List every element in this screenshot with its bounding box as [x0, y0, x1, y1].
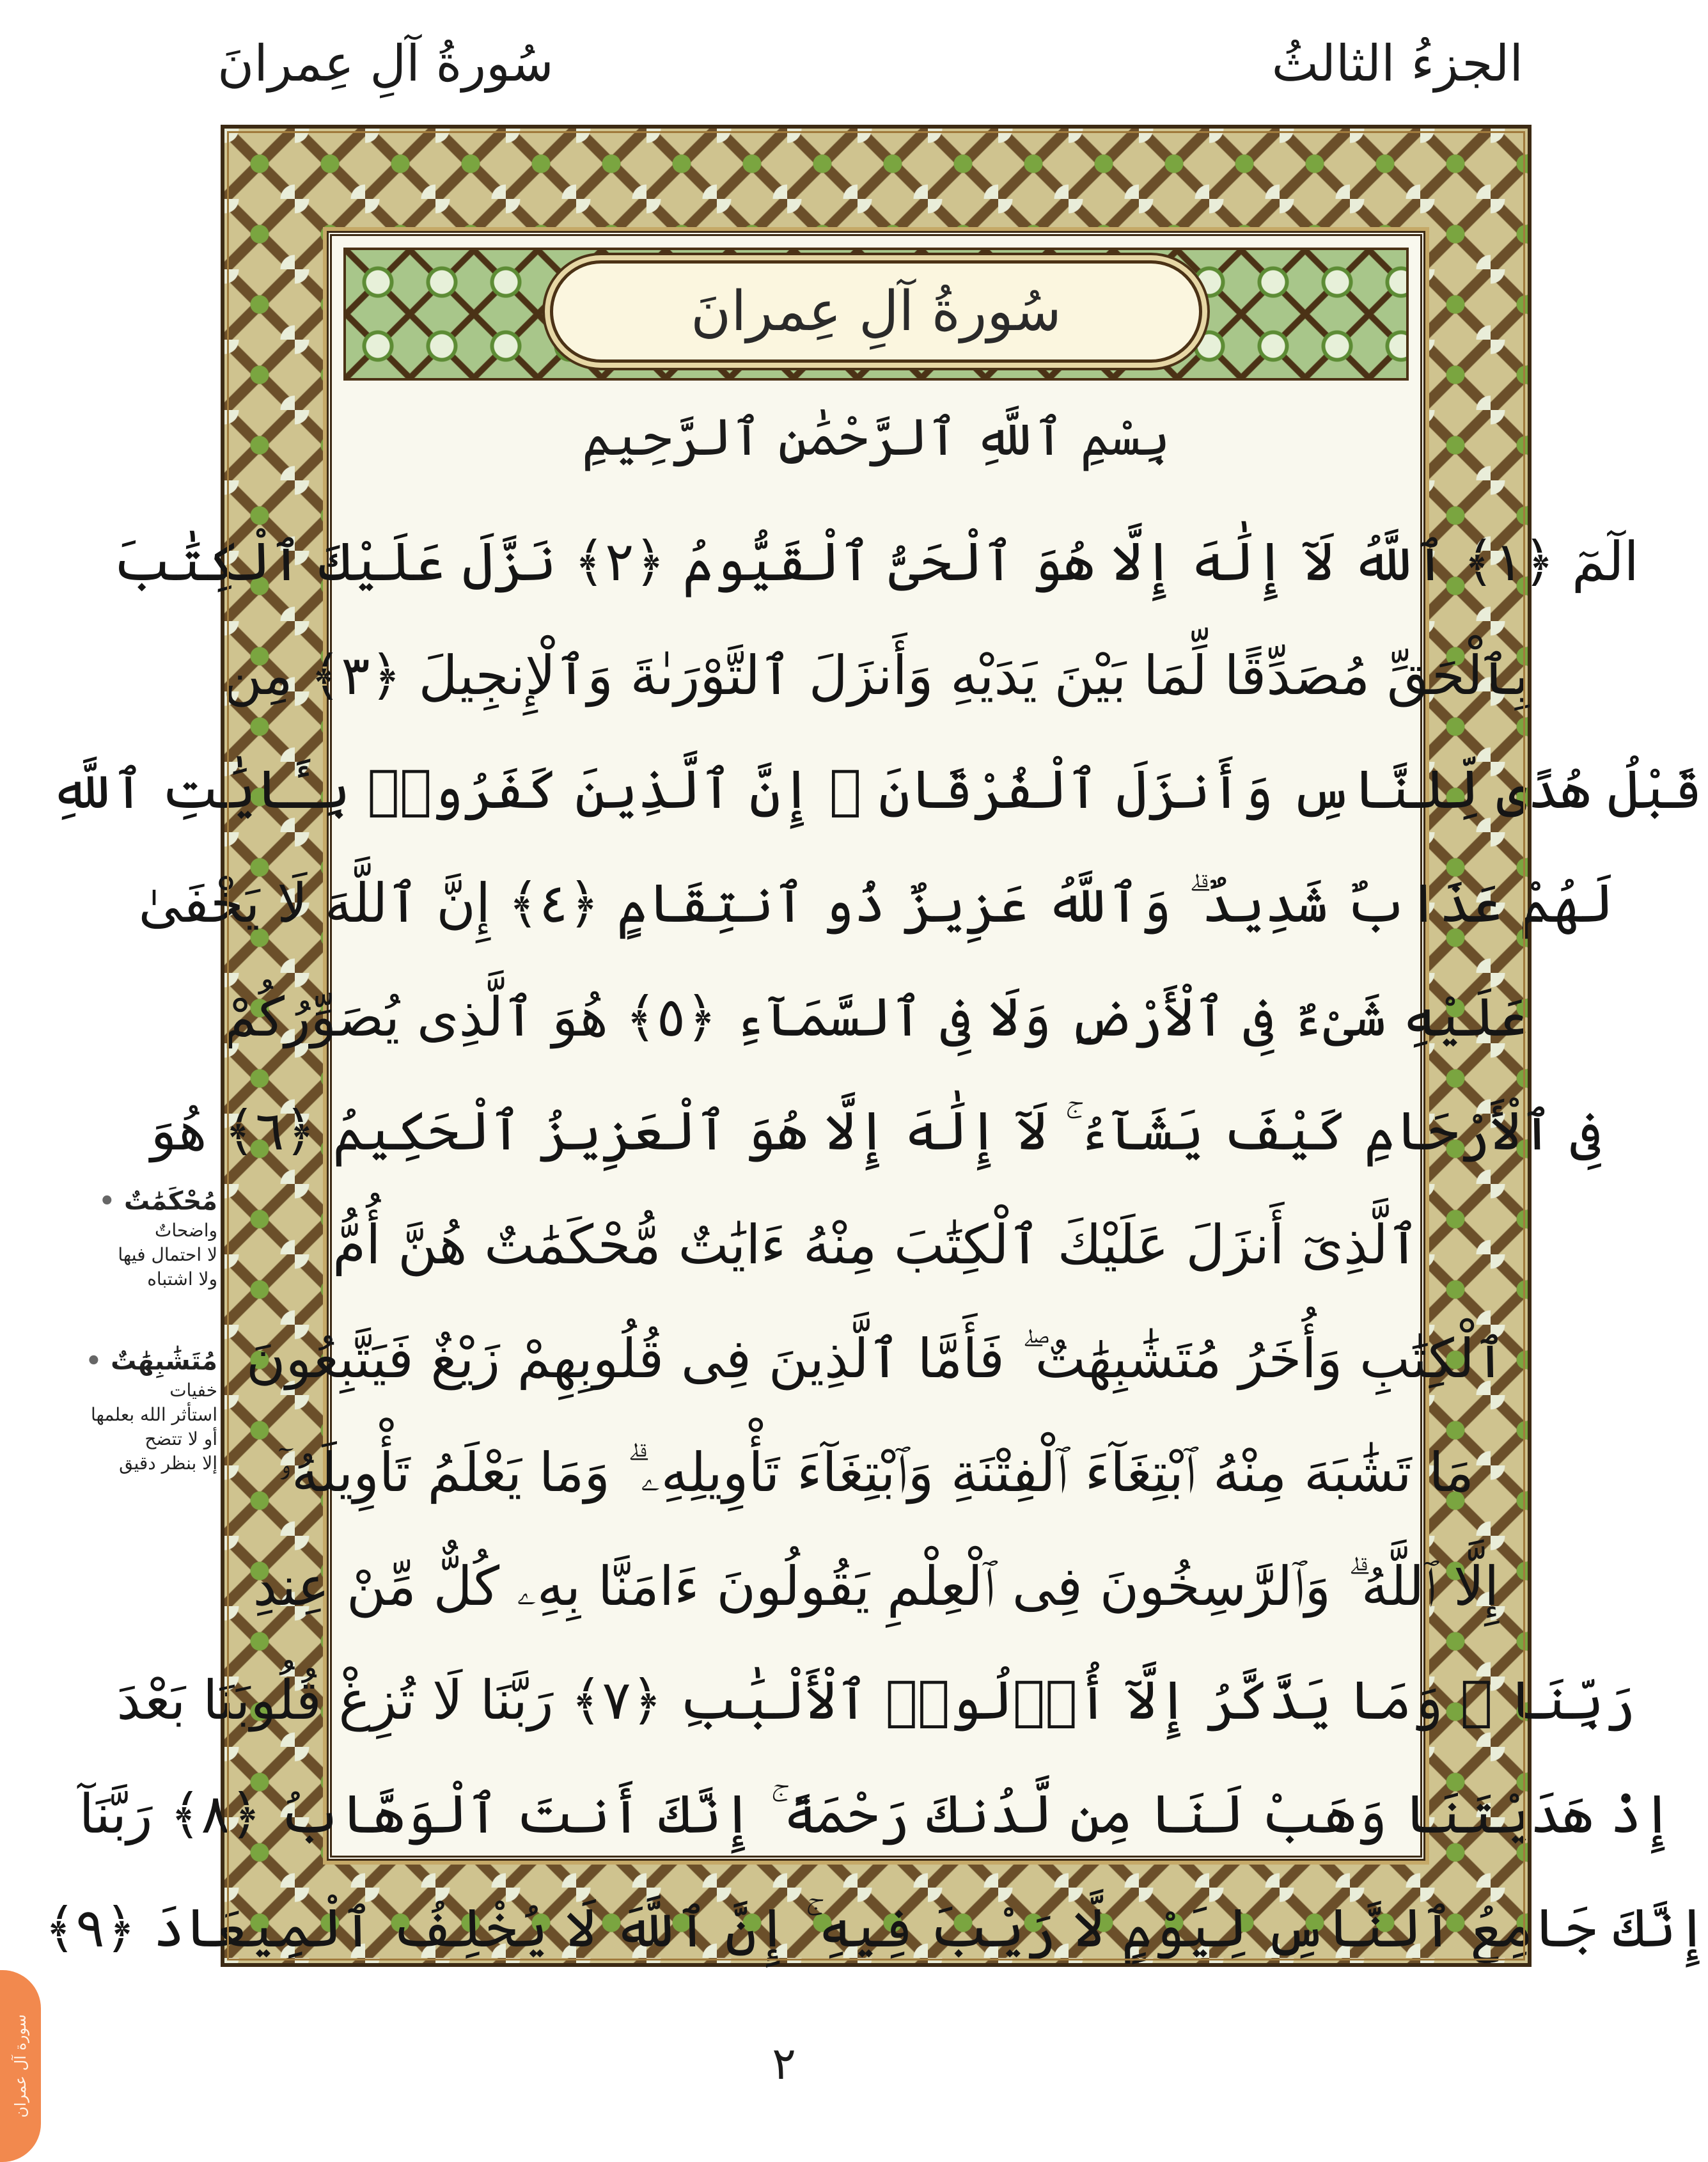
verse-line: إِنَّكَ جَامِعُ ٱلنَّاسِ لِيَوْمٍ لَّا رَيْبَ فِيهِ ۚ إِنَّ ٱللَّهَ لَا يُخْلِفُ ٱلْمِيعَادَ ﴿٩﴾ — [44, 1896, 1708, 1959]
margin-note-mutashabihat — [32, 1346, 217, 1476]
surah-title: سُورةُ آلِ عِمرانَ — [691, 280, 1062, 343]
verse-line: ٱلْكِتَٰبِ وَأُخَرُ مُتَشَٰبِهَٰتٌ ۖ فَأَمَّا ٱلَّذِينَ فِى قُلُوبِهِمْ زَيْغٌ فَيَتَّبِعُونَ — [246, 1327, 1507, 1390]
verse-line: لَهُمْ عَذَابٌ شَدِيدٌ ۗ وَٱللَّهُ عَزِيزٌ ذُو ٱنتِقَامٍ ﴿٤﴾ إِنَّ ٱللَّهَ لَا يَخْفَىٰ — [138, 871, 1614, 935]
verse-line: إِلَّا ٱللَّهُ ۗ وَٱلرَّٰسِخُونَ فِى ٱلْعِلْمِ يَقُولُونَ ءَامَنَّا بِهِۦ كُلٌّ مِّنْ عِندِ — [253, 1554, 1500, 1618]
verse-line: فِى ٱلْأَرْحَامِ كَيْفَ يَشَآءُ ۚ لَآ إِلَٰهَ إِلَّا هُوَ ٱلْعَزِيزُ ٱلْحَكِيمُ ﴿٦﴾ هُوَ — [150, 1099, 1602, 1162]
basmala: بِسْمِ ٱللَّهِ ٱلرَّحْمَٰنِ ٱلرَّحِيمِ — [581, 407, 1171, 467]
note-gloss-line: استأثر الله بعلمها — [90, 1404, 217, 1425]
note-gloss-line: واضحاتٌ — [154, 1220, 217, 1241]
verse-line: رَبِّنَا ۗ وَمَا يَذَّكَّرُ إِلَّآ أُو۟لُوا۟ ٱلْأَلْبَٰبِ ﴿٧﴾ رَبَّنَا لَا تُزِغْ قُلُوبَنَا بَعْدَ — [116, 1669, 1636, 1732]
verse-line: بِٱلْحَقِّ مُصَدِّقًا لِّمَا بَيْنَ يَدَيْهِ وَأَنزَلَ ٱلتَّوْرَىٰةَ وَٱلْإِنجِيلَ ﴿٣﴾ مِن — [223, 644, 1530, 707]
margin-note-muhkamat — [32, 1187, 217, 1291]
verse-line: مَا تَشَٰبَهَ مِنْهُ ٱبْتِغَآءَ ٱلْفِتْنَةِ وَٱبْتِغَآءَ تَأْوِيلِهِۦ ۗ وَمَا يَعْلَمُ تَأْوِيلَهُۥٓ — [278, 1440, 1474, 1504]
page-number: ٢ — [772, 2037, 796, 2090]
verse-line: عَلَيْهِ شَىْءٌ فِى ٱلْأَرْضِ وَلَا فِى ٱلسَّمَآءِ ﴿٥﴾ هُوَ ٱلَّذِى يُصَوِّرُكُمْ — [223, 986, 1529, 1048]
verse-line: إِذْ هَدَيْتَنَا وَهَبْ لَنَا مِن لَّدُنكَ رَحْمَةً ۚ إِنَّكَ أَنتَ ٱلْوَهَّابُ ﴿٨﴾ رَبَّنَآ — [79, 1782, 1673, 1845]
note-gloss-line: لا احتمال فيها — [118, 1244, 217, 1265]
surah-header: سُورةُ آلِ عِمرانَ — [217, 35, 554, 93]
note-term: مُحْكَمَٰتٌ • — [32, 1187, 217, 1216]
verse-line: قَبْلُ هُدًى لِّلنَّاسِ وَأَنزَلَ ٱلْفُرْقَانَ ۗ إِنَّ ٱلَّذِينَ كَفَرُوا۟ بِـَٔايَٰتِ ٱللَّهِ — [50, 758, 1702, 821]
verse-line: الٓمٓ ﴿١﴾ ٱللَّهُ لَآ إِلَٰهَ إِلَّا هُوَ ٱلْحَىُّ ٱلْقَيُّومُ ﴿٢﴾ نَزَّلَ عَلَيْكَ ٱلْكِتَٰبَ — [113, 530, 1639, 593]
note-term: مُتَشَٰبِهَٰتٌ • — [32, 1346, 217, 1376]
surah-title-cartouche — [550, 260, 1202, 363]
note-gloss-line: إلا بنظر دقيق — [119, 1453, 217, 1474]
note-gloss-line: ولا اشتباه — [147, 1268, 217, 1290]
verse-line: ٱلَّذِىٓ أَنزَلَ عَلَيْكَ ٱلْكِتَٰبَ مِنْهُ ءَايَٰتٌ مُّحْكَمَٰتٌ هُنَّ أُمُّ — [333, 1213, 1420, 1276]
note-gloss-line: أو لا تتضح — [145, 1428, 217, 1449]
juz-header: الجزءُ الثالثُ — [1271, 35, 1523, 93]
side-tab-label: سورة آل عمران — [12, 2014, 29, 2118]
note-gloss-line: خفيات — [169, 1380, 217, 1401]
surah-title-band — [343, 248, 1409, 381]
